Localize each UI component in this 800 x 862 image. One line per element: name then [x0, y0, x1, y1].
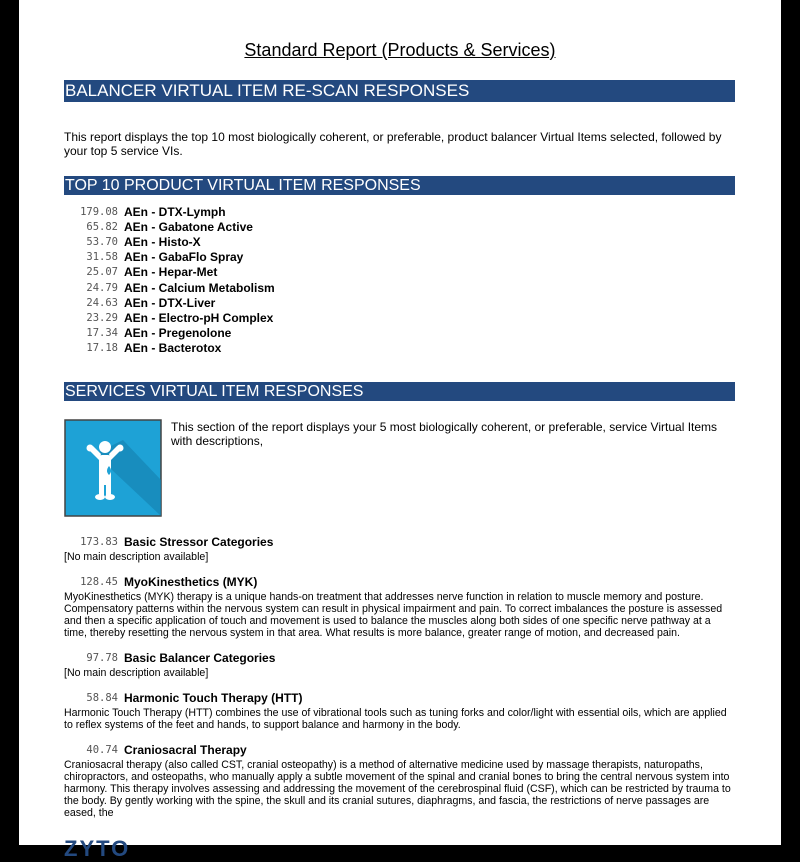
product-name: AEn - Gabatone Active: [124, 219, 253, 234]
service-name: Harmonic Touch Therapy (HTT): [124, 691, 303, 705]
product-row: [64, 250, 275, 265]
product-score: 24.79: [86, 281, 118, 294]
service-score: 173.83: [80, 536, 118, 548]
service-description: Harmonic Touch Therapy (HTT) combines the use of vibrational tools such as tuning forks and color/light with essential oils, which are applied to reflex systems of the feet and hands, to support balance and harmony in the body.: [64, 707, 727, 731]
product-score: 17.18: [86, 342, 118, 355]
page-title: Standard Report (Products & Services): [244, 40, 556, 60]
product-score: 65.82: [86, 220, 118, 233]
product-row: [64, 295, 275, 310]
product-name: AEn - Histo-X: [124, 234, 201, 249]
service-name: MyoKinesthetics (MYK): [124, 575, 258, 589]
product-score: 17.34: [86, 327, 118, 340]
product-score: 24.63: [86, 296, 118, 309]
product-score: 53.70: [86, 235, 118, 248]
product-row: [64, 326, 275, 341]
product-row: [64, 234, 275, 249]
product-score: 23.29: [86, 311, 118, 324]
services-intro: This section of the report displays your 5 most biologically coherent, or preferable, service Virtual Items with descriptions,: [171, 420, 718, 448]
product-name: AEn - Pregenolone: [124, 326, 232, 341]
product-row: [64, 219, 275, 234]
service-description: Craniosacral therapy (also called CST, cranial osteopathy) is a method of alternative medicine used by massage therapists, naturopaths, chiropractors, and osteopaths, who manually apply a subtle movement of the spinal and cranial bones to bring the central nervous system into harmony. This therapy involves assessing and addressing the movement of the cerebrospinal fluid (CSF), which can be restricted by trauma to the body. By gently working with the spine, the skull and its cranial sutures, diaphragms, and fascia, the restrictions of nerve passages are eased, the: [64, 759, 731, 819]
product-name: AEn - Hepar-Met: [124, 265, 218, 280]
product-list: [64, 204, 275, 356]
service-description: [No main description available]: [64, 551, 209, 563]
product-name: AEn - Electro-pH Complex: [124, 310, 274, 325]
service-score: 40.74: [86, 744, 118, 756]
service-score: 97.78: [86, 652, 118, 664]
product-name: AEn - GabaFlo Spray: [124, 250, 244, 265]
product-score: 31.58: [86, 251, 118, 264]
product-score: 179.08: [80, 205, 118, 218]
service-score: 128.45: [80, 576, 118, 588]
product-row: [64, 265, 275, 280]
section-header-products: TOP 10 PRODUCT VIRTUAL ITEM RESPONSES: [64, 176, 735, 195]
report-page: [19, 0, 781, 861]
service-header: [64, 575, 257, 589]
product-row: [64, 204, 275, 219]
service-header: [64, 743, 247, 757]
product-name: AEn - DTX-Lymph: [124, 204, 226, 219]
product-row: [64, 341, 275, 356]
service-header: [64, 691, 302, 705]
product-name: AEn - Bacterotox: [124, 341, 222, 356]
service-name: Craniosacral Therapy: [124, 743, 247, 757]
section-header-services: SERVICES VIRTUAL ITEM RESPONSES: [64, 382, 735, 401]
service-name: Basic Balancer Categories: [124, 651, 276, 665]
service-description: [No main description available]: [64, 667, 209, 679]
product-name: AEn - DTX-Liver: [124, 295, 216, 310]
person-figure-icon: [65, 420, 161, 516]
section-header-rescan: BALANCER VIRTUAL ITEM RE-SCAN RESPONSES: [64, 80, 735, 102]
footer-logo: ZYTO: [64, 836, 131, 861]
service-name: Basic Stressor Categories: [124, 535, 274, 549]
intro-paragraph: This report displays the top 10 most biologically coherent, or preferable, product balancer Virtual Items selected, followed by your top 5 service VIs.: [64, 130, 722, 158]
service-header: [64, 651, 275, 665]
service-header: [64, 535, 273, 549]
product-name: AEn - Calcium Metabolism: [124, 280, 275, 295]
product-score: 25.07: [86, 266, 118, 279]
product-row: [64, 280, 275, 295]
service-score: 58.84: [86, 692, 118, 704]
product-row: [64, 310, 275, 325]
service-description: MyoKinesthetics (MYK) therapy is a unique hands-on treatment that addresses nerve function in relation to muscle memory and posture. Compensatory patterns within the nervous system can result in physical impairment and pain. To correct imbalances the posture is assessed and then a specific application of touch and movement is used to balance the muscles along both sides of one specific nerve pathway at a time, thereby resetting the nervous system in that area. What results is more balance, greater range of motion, and decreased pain.: [64, 591, 723, 639]
